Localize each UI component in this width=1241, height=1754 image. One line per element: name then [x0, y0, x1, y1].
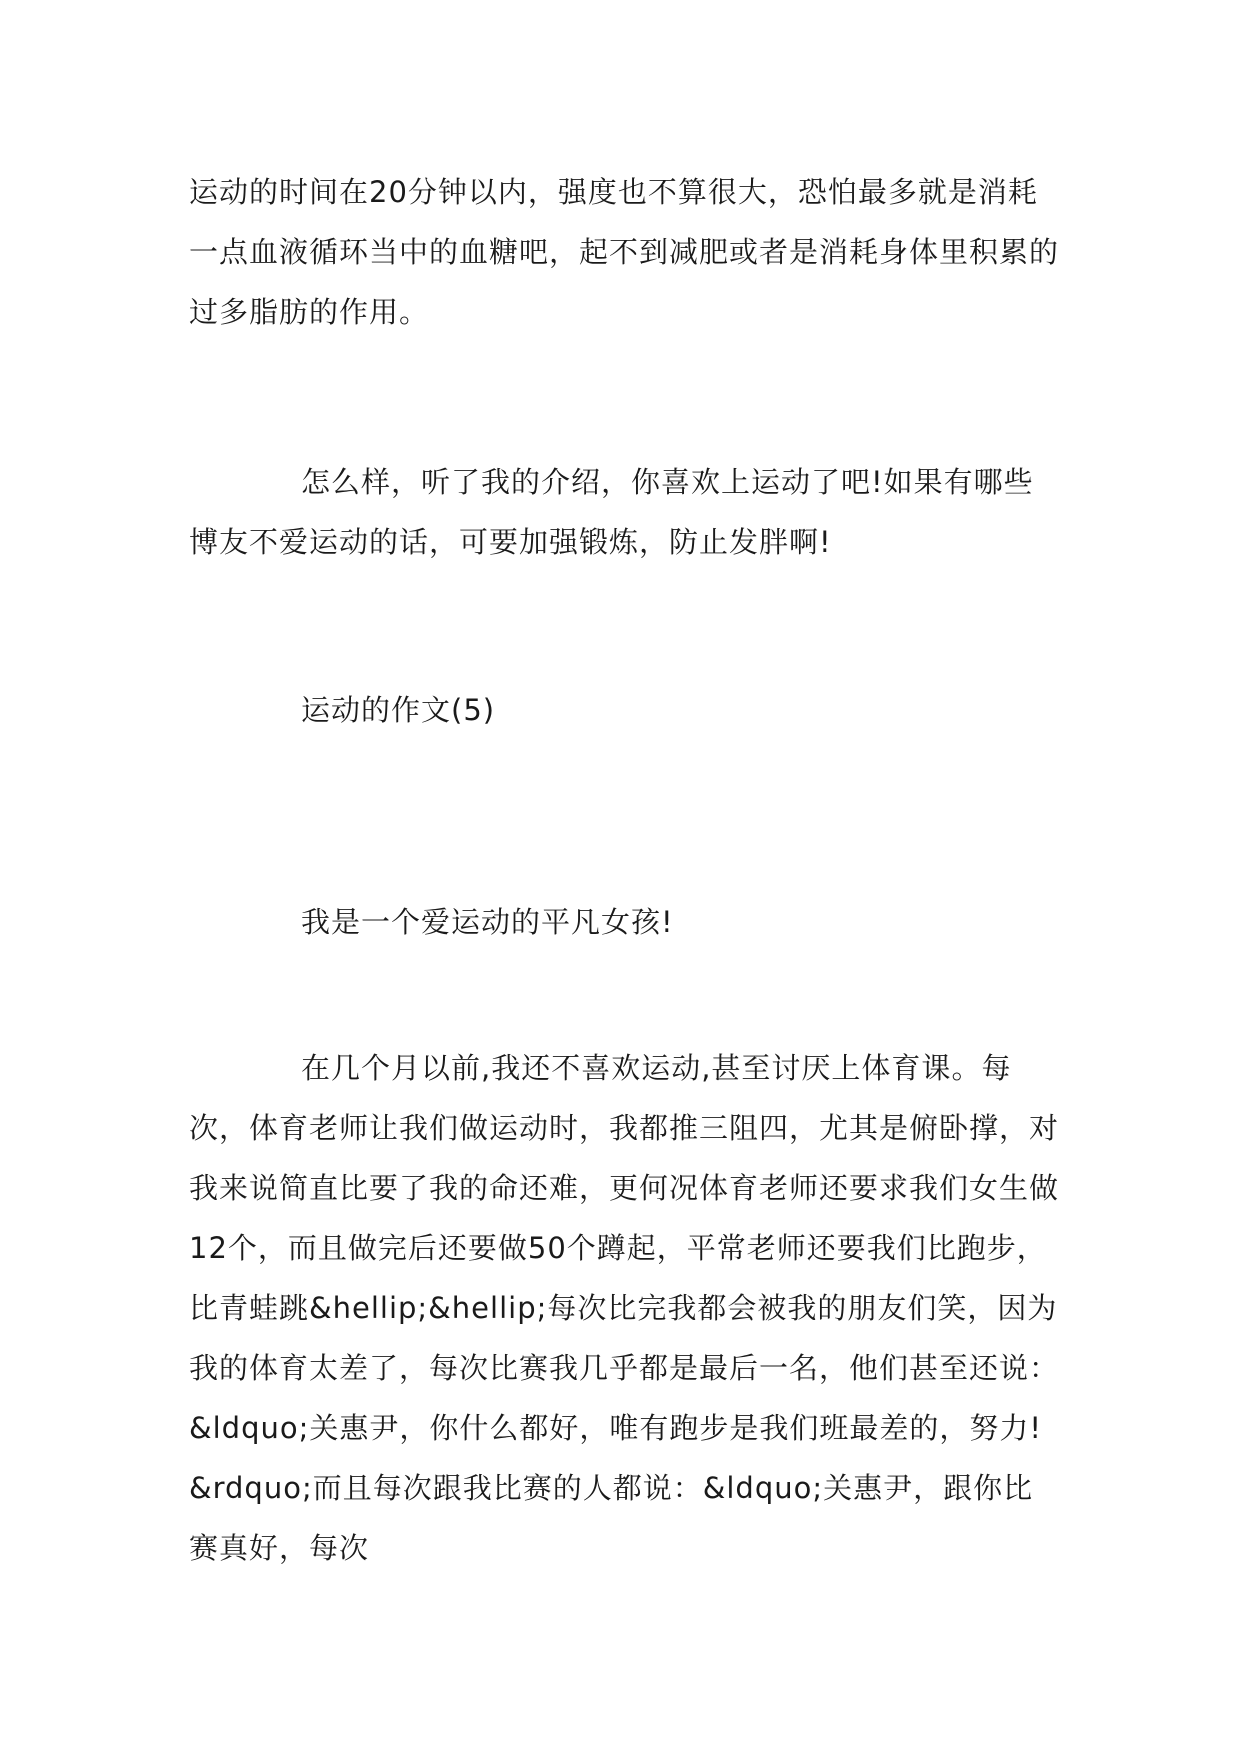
paragraph-story: 在几个月以前,我还不喜欢运动,甚至讨厌上体育课。每次，体育老师让我们做运动时，我都推三阻四，尤其是俯卧撑，对我来说简直比要了我的命还难，更何况体育老师还要求我们女生做12个，而且做完后还要做50个蹲起，平常老师还要我们比跑步，比青蛙跳&hellip;&hellip;每次比完我都会被我的朋友们笑，因为我的体育太差了，每次比赛我几乎都是最后一名，他们甚至还说：&ldquo;关惠尹，你什么都好，唯有跑步是我们班最差的，努力!&rdquo;而且每次跟我比赛的人都说：&ldquo;关惠尹，跟你比赛真好，每次: [189, 1051, 1060, 1565]
essay-title: 运动的作文(5): [301, 693, 496, 727]
paragraph-conclusion: 怎么样，听了我的介绍，你喜欢上运动了吧!如果有哪些博友不爱运动的话，可要加强锻炼，防止发胖啊!: [189, 465, 1034, 559]
paragraph-intro: 我是一个爱运动的平凡女孩!: [301, 905, 674, 939]
paragraph-fat-burning: 运动的时间在20分钟以内，强度也不算很大，恐怕最多就是消耗一点血液循环当中的血糖吧，起不到减肥或者是消耗身体里积累的过多脂肪的作用。: [189, 175, 1060, 329]
